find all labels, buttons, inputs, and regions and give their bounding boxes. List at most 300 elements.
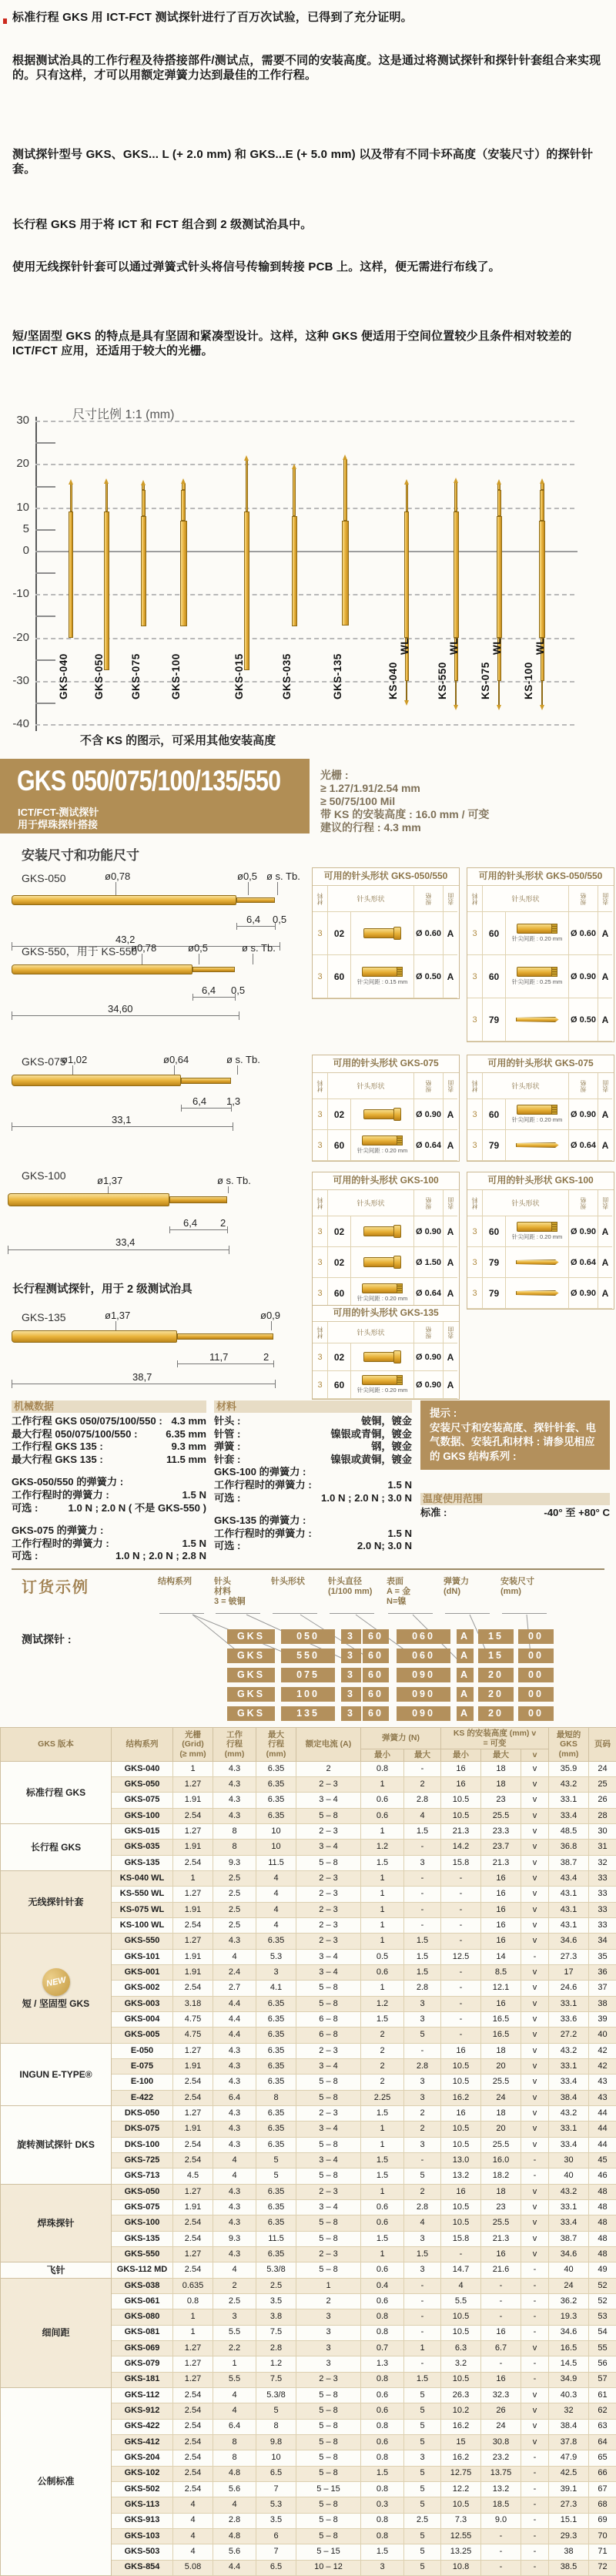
order-label-line: 针头直径 [328,1577,383,1587]
tip-cell-shape [506,1278,569,1309]
spec-col-material [214,1415,412,1553]
dim-line-mid [181,1108,231,1109]
value-cell: v [521,2387,549,2403]
tip-cell-material [313,1216,328,1247]
value-cell: 1.27 [173,2340,213,2356]
value-cell: 27.2 [549,2028,589,2043]
dim-leader [277,882,278,895]
value-cell: 5 [256,2168,296,2184]
value-cell: 5 – 8 [296,1855,361,1870]
tip-cell-material [467,1099,483,1130]
order-code-box: 550 [281,1649,335,1663]
tip-cell-code [483,1278,506,1309]
series-cell: GKS-713 [112,2168,173,2184]
value-cell: 4.3 [213,2106,256,2122]
probe-label: GKS-040 [58,561,70,699]
value-cell: 1 [361,2122,404,2137]
tip-material: 3 [317,1227,322,1236]
value-cell: 29.3 [549,2528,589,2544]
value-cell: 5 [404,2481,441,2497]
tip-cylinder [517,967,552,977]
series-cell: GKS-079 [112,2356,173,2372]
value-cell: 20 [481,2059,521,2075]
value-cell: 2.5 [213,1887,256,1902]
value-cell: 48 [589,2199,616,2215]
series-cell: GKS-100 [112,1808,173,1823]
tip-cell-surface [598,1216,612,1247]
tip-cell-spec [414,1099,444,1130]
spec-value: 镍银或青铜，镀金 [331,1428,413,1441]
value-cell: 30 [589,1824,616,1840]
value-cell: 5 – 8 [296,2075,361,2090]
series-cell: GKS-003 [112,1996,173,2011]
tip-surface: A [602,1140,609,1151]
value-cell: v [521,2137,549,2152]
series-cell: GKS-725 [112,2152,173,2168]
value-cell: 0.6 [361,2403,404,2419]
value-cell: 10.5 [441,2309,481,2325]
group-label: 焊珠探针 [1,2184,112,2262]
column-header: 额定电流 (A) [296,1728,361,1762]
value-cell: 4.3 [213,1761,256,1776]
value-cell: v [521,2106,549,2122]
tip-cylinder [362,1135,397,1145]
tip-serration [551,1105,557,1115]
value-cell: 2.8 [404,1793,441,1808]
probe-segment [541,483,544,490]
value-cell: 1 [173,1761,213,1776]
value-cell: 67 [589,2481,616,2497]
column-header: KS 的安装高度 (mm) v = 可变 [441,1728,549,1749]
tip-table-row [313,1216,459,1247]
value-cell: v [521,1965,549,1981]
series-cell: GKS-502 [112,2481,173,2497]
series-cell: GKS-503 [112,2544,173,2560]
tip-header-cell [467,886,483,912]
value-cell: 8 [213,2450,256,2466]
value-cell: 6.35 [256,2122,296,2137]
value-cell: 1.91 [173,2199,213,2215]
value-cell: - [521,2262,549,2278]
probe-label: KS-550 WL [437,561,461,699]
intro-paragraph-5: 使用无线探针针套可以通过弹簧式针头将信号传输到转接 PCB 上。这样，便无需进行布线了。 [12,260,602,275]
spec-label: 工作行程时的弹簧力 : [214,1479,312,1492]
value-cell: - [521,2528,549,2544]
banner-right-line: ≥ 1.27/1.91/2.54 mm [320,782,605,795]
value-cell: 3 – 4 [296,2122,361,2137]
value-cell: 14.7 [441,2262,481,2278]
value-cell: 6.35 [256,2075,296,2090]
tip-shape-table [467,1055,614,1162]
order-row-label: 测试探针 : [22,1632,72,1647]
probe-tip-top [69,479,73,485]
value-cell: - [521,2325,549,2340]
tip-code: 60 [334,1140,344,1151]
drawing-name: GKS-075 [22,1055,66,1068]
order-column-label-2 [271,1577,326,1587]
value-cell: 2.54 [173,2403,213,2419]
order-code-box: A [457,1687,474,1702]
value-cell: - [404,1918,441,1934]
probe-plunger [181,1078,231,1084]
value-cell: 4 [173,2528,213,2544]
value-cell: 2.8 [404,1981,441,1996]
value-cell: 3 [404,2231,441,2246]
value-cell: 5.5 [213,2372,256,2387]
tip-surface: A [447,1352,454,1363]
series-cell: GKS-913 [112,2513,173,2528]
value-cell: v [521,1855,549,1870]
value-cell: 5 – 8 [296,1981,361,1996]
order-column-label-6 [500,1577,556,1597]
value-cell: 5 [256,2152,296,2168]
tip-surface: A [602,928,609,939]
tip-cell-material [313,1371,328,1399]
probe-label-wl: WL [448,561,460,699]
spec-label: 工作行程 GKS 135 : [12,1441,103,1454]
dim-label-mid: 6,4 [202,984,216,996]
temperature-row [420,1507,610,1520]
order-code-box: 20 [478,1687,514,1702]
value-cell: - [521,2293,549,2309]
value-cell: 1.27 [173,1934,213,1949]
temperature-label: 标准 : [420,1507,447,1520]
tip-header-text: 材料 [316,1197,324,1209]
table-row [1,2184,616,2199]
tip-surface: A [602,971,609,982]
value-cell: 5 [404,2387,441,2403]
spec-value: 钢，镀金 [371,1441,412,1454]
tip-header-text: 针头形状 [357,1198,384,1208]
order-code-row [227,1706,554,1721]
tip-spec: Ø 1.50 [416,1258,441,1267]
value-cell: 18 [481,2184,521,2199]
spec-gap [214,1504,412,1514]
value-cell: 1.27 [173,2246,213,2262]
probe-segment [105,483,108,512]
tip-cell-spec [414,955,444,998]
value-cell: 5 – 8 [296,2403,361,2419]
tip-cell-spec [569,912,598,955]
table-row [1,2262,616,2278]
value-cell: v [521,2434,549,2450]
tip-header-text: 材料 [316,893,324,905]
tip-header-text: 针头形状 [357,1081,384,1091]
tip-cell-spec [569,1278,598,1309]
value-cell: 4.3 [213,1808,256,1823]
probe-tip-bottom [497,705,501,710]
value-cell: v [521,1902,549,1917]
series-cell: GKS-181 [112,2372,173,2387]
probe-tip-bottom [540,705,544,710]
value-cell: 23.3 [481,1824,521,1840]
value-cell: 30.8 [481,2434,521,2450]
value-cell: 2 – 3 [296,1887,361,1902]
tip-spec: Ø 0.90 [571,1227,596,1236]
value-cell: 16 [481,1871,521,1887]
tick-5 [35,529,55,531]
probe-label: KS-075 WL [480,561,504,699]
order-column-label-1 [214,1577,270,1607]
value-cell: 16 [441,2043,481,2058]
order-label-line: A = 金 [387,1587,442,1597]
value-cell: 14.5 [549,2356,589,2372]
spec-row [12,1415,206,1428]
tip-cylinder [363,1109,394,1119]
value-cell: 2 – 3 [296,1918,361,1934]
value-cell: 10.8 [441,2560,481,2575]
value-cell: 5 [404,2528,441,2544]
value-cell: 15 [441,2434,481,2450]
value-cell: 5.3/8 [256,2387,296,2403]
tip-spec: Ø 0.60 [571,929,596,938]
value-cell: 2 [361,2059,404,2075]
column-header: GKS 版本 [1,1728,112,1762]
value-cell: 40.3 [549,2387,589,2403]
series-cell: DKS-050 [112,2106,173,2122]
tip-gap-note: 针尖间距 : 0.20 mm [512,1233,562,1241]
tip-table-row [313,955,459,998]
value-cell: 2.8 [404,2059,441,2075]
tip-cell-code [328,1216,351,1247]
tip-cell-spec [569,1130,598,1161]
value-cell: 8 [256,2090,296,2105]
value-cell: 34.6 [549,2325,589,2340]
value-cell: 2.54 [173,2152,213,2168]
value-cell: 48 [589,2184,616,2199]
value-cell: 7.5 [256,2372,296,2387]
tip-material: 3 [472,1289,477,1298]
value-cell: 27.3 [549,1949,589,1964]
order-code-box: 3 [341,1706,361,1721]
column-header: 最小 [441,1749,481,1762]
spec-label: 针管 : [214,1428,240,1441]
spec-label: 工作行程时的弹簧力 : [12,1538,109,1551]
value-cell: 5 – 15 [296,2544,361,2560]
value-cell: 4.8 [213,2466,256,2481]
value-cell: 6.35 [256,1793,296,1808]
value-cell: 4 [173,2544,213,2560]
tip-gap-note: 针尖间距 : 0.20 mm [357,1386,407,1394]
value-cell: 54 [589,2325,616,2340]
order-code-row [227,1687,554,1702]
tip-material: 3 [472,972,477,981]
value-cell: v [521,2231,549,2246]
value-cell: v [521,2246,549,2262]
tip-code: 79 [489,1288,499,1299]
tip-cylinder [362,1283,397,1293]
order-code-box: GKS [227,1706,275,1721]
tip-header-text: 针头形状 [511,1081,539,1091]
value-cell: 7.3 [441,2513,481,2528]
gridline [35,508,574,509]
tip-header-text: 表面 [601,1080,610,1092]
series-cell: GKS-550 [112,1934,173,1949]
order-code-box: 60 [363,1668,389,1682]
value-cell: 16 [481,1996,521,2011]
value-cell: v [521,2184,549,2199]
value-cell: 2.54 [173,1808,213,1823]
order-label-line: 针头 [214,1577,270,1587]
value-cell: 1 [361,2184,404,2199]
probe-label: GKS-015 [233,561,246,699]
spec-row [12,1502,206,1515]
value-cell: 5 – 8 [296,2497,361,2513]
tip-header-cell [313,886,328,912]
value-cell: 68 [589,2497,616,2513]
tip-cell-spec [414,1247,444,1278]
value-cell: 43.2 [549,2043,589,2058]
value-cell: 5 – 8 [296,2215,361,2231]
value-cell: 7.5 [256,2325,296,2340]
value-cell: - [521,2356,549,2372]
probe-label-wl: WL [491,561,503,699]
value-cell: - [521,2152,549,2168]
group-label: INGUN E-TYPE® [1,2043,112,2105]
value-cell: - [521,2372,549,2387]
scale-diagram [0,397,616,750]
value-cell: 1.91 [173,1840,213,1855]
tip-header-cell [328,1322,414,1343]
value-cell: 33.4 [549,1808,589,1823]
value-cell: 9.3 [213,1855,256,1870]
series-cell: GKS-135 [112,2231,173,2246]
value-cell: 1 [213,2356,256,2372]
series-cell: GKS-100 [112,2215,173,2231]
tip-icon [362,1375,403,1385]
value-cell: 16 [441,2184,481,2199]
value-cell: 25.5 [481,2137,521,2152]
value-cell: v [521,2340,549,2356]
value-cell: 6.35 [256,2059,296,2075]
order-column-label-0 [158,1577,213,1587]
value-cell: v [521,2028,549,2043]
tip-cell-shape [506,955,569,998]
tip-surface: A [447,1288,454,1299]
value-cell: 1 [361,1902,404,1917]
probe-tip-top [497,479,501,485]
tip-cell-shape [351,1343,414,1371]
value-cell: 9.8 [256,2434,296,2450]
value-cell: 5 [404,2434,441,2450]
series-cell: KS-100 WL [112,1918,173,1934]
value-cell: 1.5 [361,1855,404,1870]
value-cell: 24 [549,2278,589,2293]
value-cell: 32 [549,2403,589,2419]
tip-cell-material [467,1130,483,1161]
value-cell: 0.6 [361,2434,404,2450]
order-column-label-3 [328,1577,383,1597]
series-cell: KS-040 WL [112,1871,173,1887]
banner-right-line: ≥ 50/75/100 Mil [320,795,605,808]
tip-icon [363,1108,401,1121]
value-cell: - [441,1871,481,1887]
group-label: 长行程 GKS [1,1824,112,1871]
value-cell: 6.35 [256,2012,296,2028]
value-cell: 1.5 [361,2012,404,2028]
value-cell: 5.6 [213,2481,256,2497]
value-cell: 0.8 [361,2513,404,2528]
probe-segment [181,490,186,520]
minor-tick [35,615,55,617]
value-cell: 34.6 [549,1934,589,1949]
spec-row [214,1514,412,1528]
tip-cylinder [362,1375,397,1385]
tip-cell-spec [414,1130,444,1161]
tip-table-header [467,1073,614,1099]
value-cell: 26 [589,1793,616,1808]
tip-table-title: 可用的针头形状 GKS-050/550 [467,868,614,886]
order-label-line: 结构系列 [158,1577,213,1587]
value-cell: - [404,1761,441,1776]
probe-tip-top [404,479,409,485]
tip-cell-surface [598,1247,612,1278]
value-cell: 0.8 [361,1761,404,1776]
value-cell: 56 [589,2356,616,2372]
dim-tick [169,1226,170,1233]
spec-value: 2.0 N; 3.0 N [357,1540,412,1553]
value-cell: 4.3 [213,1793,256,1808]
value-cell: 15.1 [549,2513,589,2528]
intro-paragraph-2: 根据测试治具的工作行程及待搭接部件/测试点，需要不同的安装高度。这是通过将测试探针和探针针套组合来实现的。只有这样，才可以用额定弹簧力达到最佳的工作行程。 [12,54,602,82]
value-cell: 0.6 [361,2199,404,2215]
spec-label: GKS-050/550 的弹簧力 : [12,1476,123,1489]
value-cell: v [521,2075,549,2090]
tip-table-row [467,1099,614,1130]
tip-header-cell [328,886,414,912]
tip-cylinder [363,1352,394,1362]
banner-right-line: 建议的行程 : 4.3 mm [320,821,605,834]
value-cell: 33.1 [549,2199,589,2215]
value-cell: 1.27 [173,1887,213,1902]
tip-spec: Ø 0.64 [416,1289,441,1298]
value-cell: 11.5 [256,2231,296,2246]
tip-cell-code [328,912,351,955]
tip-collar [393,927,401,940]
value-cell: 2 [296,1761,361,1776]
table-row [1,1871,616,1887]
value-cell: 1.27 [173,2372,213,2387]
table-row [1,1761,616,1776]
tip-cell-surface [444,1099,457,1130]
axis-tick-label: -10 [2,587,29,600]
value-cell: 2.8 [213,2513,256,2528]
value-cell: 46 [589,2168,616,2184]
value-cell: 4.3 [213,2075,256,2090]
section-title-dimensions: 安装尺寸和功能尺寸 [22,844,139,864]
series-cell: GKS-204 [112,2450,173,2466]
value-cell: 71 [589,2544,616,2560]
tip-code: 79 [489,1140,499,1151]
order-code-box: GKS [227,1649,275,1663]
value-cell: 1.5 [361,2152,404,2168]
order-code-box: 60 [363,1629,389,1644]
order-code-box: 00 [518,1668,554,1682]
probe-tip-top [181,478,186,484]
tip-cell-surface [444,1343,457,1371]
drawing-name: GKS-550，用于 KS-550 [22,944,137,959]
tip-cell-material [313,912,328,955]
tip-header-cell [444,1190,457,1216]
banner-subtitle-2: 用于焊珠探针搭接 [18,817,98,831]
value-cell: 0.3 [361,2497,404,2513]
probe-segment [406,484,408,512]
tip-serration [551,1222,557,1232]
value-cell: 8 [213,1840,256,1855]
value-cell: 21.3 [441,1824,481,1840]
value-cell: 23.2 [481,2450,521,2466]
spec-label: 针套 : [214,1454,240,1467]
